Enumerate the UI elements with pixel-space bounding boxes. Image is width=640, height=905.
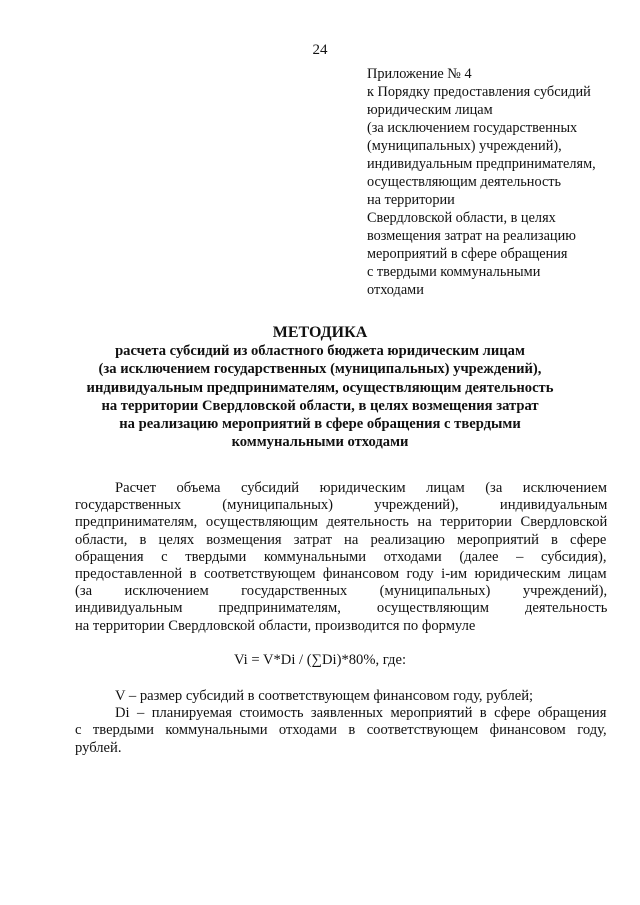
subtitle-line: индивидуальным предпринимателям, осуществляющим деятельность <box>86 379 554 396</box>
paragraph-line: предпринимателям, осуществляющим деятельность на территории Свердловской <box>75 514 608 531</box>
appendix-line: (за исключением государственных <box>367 120 578 136</box>
appendix-line: юридическим лицам <box>367 102 493 118</box>
subtitle-line: коммунальными отходами <box>231 434 409 451</box>
appendix-line: Приложение № 4 <box>367 66 472 82</box>
definition-di-line: рублей. <box>75 739 122 756</box>
appendix-line: отходами <box>367 282 424 298</box>
appendix-line: Свердловской области, в целях <box>367 210 556 226</box>
subtitle-line: расчета субсидий из областного бюджета юридическим лицам <box>115 343 525 359</box>
paragraph-line: Расчет объема субсидий юридическим лицам (за исключением <box>115 480 607 496</box>
appendix-line: возмещения затрат на реализацию <box>367 228 576 244</box>
definition-di-line: Di – планируемая стоимость заявленных мероприятий в сфере обращения <box>115 705 607 722</box>
appendix-line: (муниципальных) учреждений), <box>367 138 562 154</box>
paragraph-line: предоставленной в соответствующем финансовом году i-им юридическим лицам <box>75 566 607 583</box>
paragraph-line: государственных (муниципальных) учреждений), индивидуальным <box>75 497 608 514</box>
definition-di-line: с твердыми коммунальными отходами в соответствующем финансовом году, <box>75 722 607 739</box>
appendix-line: осуществляющим деятельность <box>367 174 562 190</box>
appendix-line: мероприятий в сфере обращения <box>367 246 568 262</box>
paragraph-line: (за исключением государственных (муниципальных) учреждений), <box>75 583 608 600</box>
calculation-paragraph <box>75 480 608 635</box>
appendix-header <box>367 65 627 299</box>
appendix-line: на территории <box>367 192 455 208</box>
paragraph-line: области, в целях возмещения затрат на реализацию мероприятий в сфере <box>75 531 607 548</box>
definitions-block <box>75 688 608 757</box>
subtitle-line: на территории Свердловской области, в целях возмещения затрат <box>101 397 539 414</box>
document-subtitle <box>60 342 580 452</box>
paragraph-line: обращения с твердыми коммунальными отходами (далее – субсидия), <box>75 548 607 565</box>
subtitle-line: на реализацию мероприятий в сфере обращения с твердыми <box>119 416 521 433</box>
subsidy-formula: Vi = V*Di / (∑Di)*80%, где: <box>233 652 407 668</box>
page-number: 24 <box>312 42 328 58</box>
methodology-title-block <box>60 324 580 452</box>
appendix-line: к Порядку предоставления субсидий <box>367 84 591 100</box>
appendix-line: с твердыми коммунальными <box>367 264 541 280</box>
paragraph-line: на территории Свердловской области, производится по формуле <box>75 617 476 634</box>
subtitle-line: (за исключением государственных (муниципальных) учреждений), <box>98 361 542 378</box>
appendix-line: индивидуальным предпринимателям, <box>367 156 596 172</box>
definition-v: V – размер субсидий в соответствующем финансовом году, рублей; <box>115 688 534 704</box>
document-title: МЕТОДИКА <box>272 324 368 341</box>
paragraph-line: индивидуальным предпринимателям, осуществляющим деятельность <box>75 600 608 617</box>
